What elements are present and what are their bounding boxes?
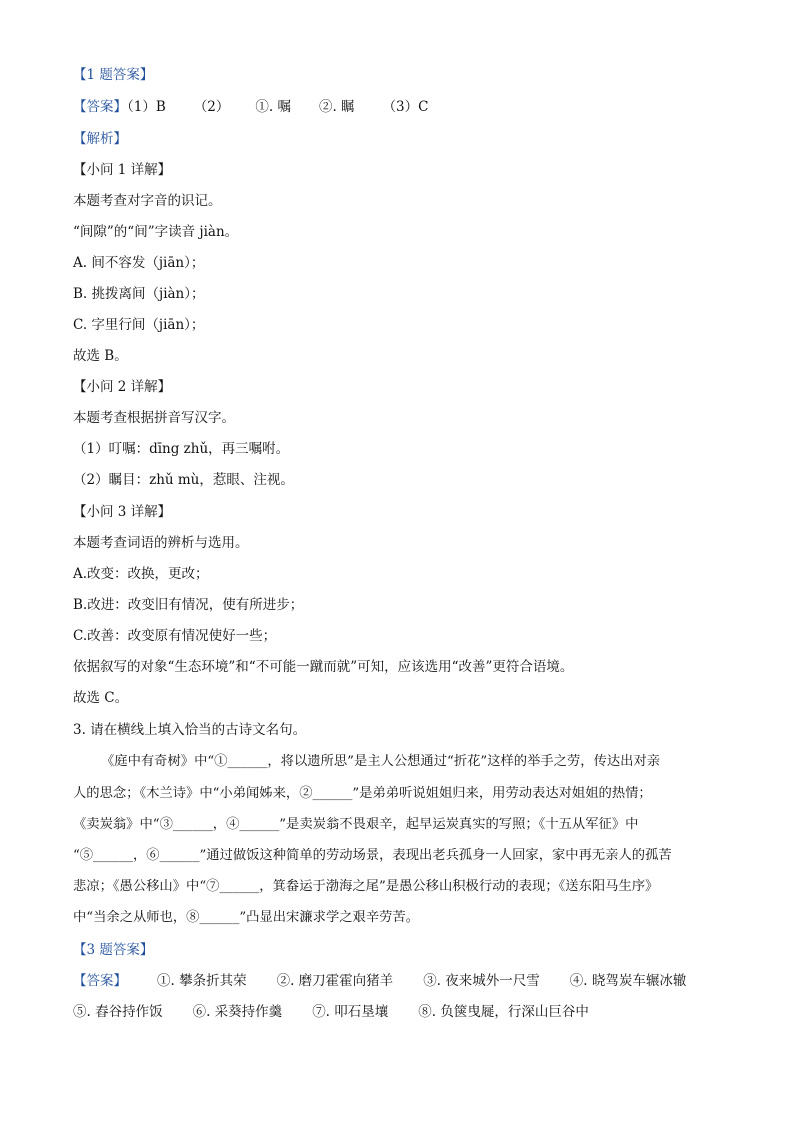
q3-answers-row-1 — [73, 972, 686, 990]
sub3-line: C.改善：改变原有情况使好一些； — [73, 628, 277, 644]
q3-section-heading: 【3 题答案】 — [73, 942, 154, 958]
sub2-line: 本题考查根据拼音写汉字。 — [73, 410, 235, 426]
sub1-line: 故选 B。 — [73, 348, 128, 364]
q1-answer-row — [73, 98, 428, 116]
q3-body-line: 《卖炭翁》中“③______，④______”是卖炭翁不畏艰辛，起早运炭真实的写照；《十五从军征》中 — [73, 817, 639, 832]
q1-answer-label: 【答案】 — [73, 99, 127, 115]
q3-answer: ⑥. 采葵持作羹 — [192, 1004, 283, 1020]
q1-section-heading: 【1 题答案】 — [73, 67, 154, 83]
sub1-line: B. 挑拨离间（jiàn）； — [73, 286, 205, 302]
q3-answer: ①. 攀条折其荣 — [157, 973, 247, 989]
q3-body-line: “⑤______，⑥______”通过做饭这种简单的劳动场景，表现出老兵孤身一人回家，家中再无亲人的孤苦 — [73, 848, 672, 863]
q1-answer-part: ①. 嘱 — [255, 99, 291, 115]
sub2-line: （2）瞩目：zhǔ mù，惹眼、注视。 — [73, 472, 294, 488]
q1-answer-part: （2） — [193, 99, 230, 115]
sub2-title: 【小问 2 详解】 — [73, 379, 172, 395]
q3-answer: ⑦. 叩石垦壤 — [312, 1004, 389, 1020]
sub1-title: 【小问 1 详解】 — [73, 162, 172, 178]
q3-answer-label: 【答案】 — [73, 973, 127, 989]
sub1-line: A. 间不容发（jiān）； — [73, 255, 205, 271]
q3-answer: ⑤. 舂谷持作饭 — [73, 1004, 163, 1020]
q3-question: 3. 请在横线上填入恰当的古诗文名句。 — [73, 722, 307, 738]
sub1-line: “间隙”的“间”字读音 jiàn。 — [73, 224, 239, 240]
sub3-line: 依据叙写的对象“生态环境”和“不可能一蹴而就”可知，应该选用“改善”更符合语境。 — [73, 659, 574, 675]
sub3-line: A.改变：改换，更改； — [73, 566, 209, 582]
q3-answer: ④. 晓驾炭车辗冰辙 — [569, 973, 687, 989]
q1-answer-part: （3）C — [382, 99, 429, 115]
sub3-line: B.改进：改变旧有情况，使有所进步； — [73, 597, 304, 613]
q3-body-line: 人的思念；《木兰诗》中“小弟闻姊来，②______”是弟弟听说姐姐归来，用劳动表达对姐姐的热情； — [73, 786, 652, 801]
q3-answer: ②. 磨刀霍霍向猪羊 — [276, 973, 394, 989]
q1-analysis-label: 【解析】 — [73, 131, 127, 147]
sub1-line: 本题考查对字音的识记。 — [73, 193, 222, 209]
sub3-line: 故选 C。 — [73, 690, 129, 706]
sub3-title: 【小问 3 详解】 — [73, 504, 172, 520]
q3-answers-row-2 — [73, 1003, 589, 1021]
sub1-line: C. 字里行间（jiān）； — [73, 317, 205, 333]
q1-answer-part: （1）B — [127, 99, 166, 115]
q1-answer-part: ②. 瞩 — [318, 99, 355, 115]
sub3-line: 本题考查词语的辨析与选用。 — [73, 535, 249, 551]
q3-body-line: 《庭中有奇树》中“①______，将以遗所思”是主人公想通过“折花”这样的举手之劳，传达出对亲 — [101, 754, 661, 769]
sub2-line: （1）叮嘱：dīng zhǔ，再三嘱咐。 — [73, 441, 290, 457]
q3-answer: ⑧. 负箧曳屣，行深山巨谷中 — [418, 1004, 589, 1020]
q3-answer: ③. 夜来城外一尺雪 — [423, 973, 540, 989]
q3-body-line: 悲凉；《愚公移山》中“⑦______，箕畚运于渤海之尾”是愚公移山积极行动的表现；《送东阳马生序》 — [73, 879, 659, 894]
q3-body-line: 中“当余之从师也，⑧______”凸显出宋濂求学之艰辛劳苦。 — [73, 910, 420, 925]
